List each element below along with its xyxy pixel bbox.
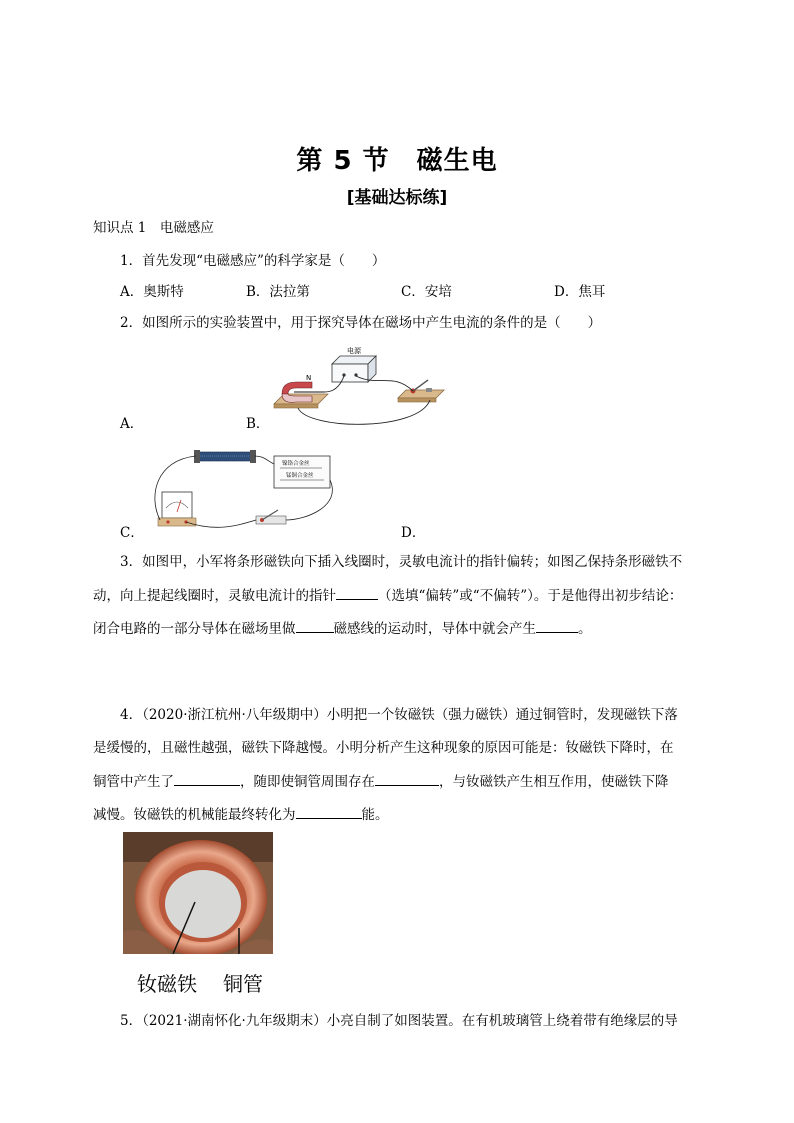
q4-line-3a: 铜管中产生了	[93, 774, 174, 790]
q4-line-3	[93, 771, 669, 792]
q4-blank-1[interactable]	[174, 771, 240, 786]
q3-blank-3[interactable]	[536, 618, 578, 633]
magnet-disc-icon	[165, 870, 241, 938]
galvanometer-icon	[158, 492, 196, 526]
q1-option-c: C．安培	[401, 284, 452, 300]
q1-option-a: A．奥斯特	[120, 284, 184, 300]
q2-stem: 2．如图所示的实验装置中，用于探究导体在磁场中产生电流的条件的是（ ）	[120, 315, 602, 331]
page-title: 第 5 节 磁生电	[296, 146, 498, 176]
q2-figure-b	[268, 342, 448, 434]
q4-line-3c: ，与钕磁铁产生相互作用，使磁铁下降	[439, 774, 669, 790]
photo-label-magnet: 钕磁铁	[137, 972, 197, 996]
q3-line-3c: 。	[578, 621, 592, 637]
section-label: 知识点 1 电磁感应	[93, 220, 214, 236]
q2-option-c: C．	[120, 525, 144, 541]
q2-figure-c	[146, 446, 338, 534]
q4-line-4b: 能。	[361, 807, 389, 823]
q3-line-2a: 动，向上提起线圈时，灵敏电流计的指针	[93, 588, 336, 604]
q1-stem: 1．首先发现“电磁感应”的科学家是（ ）	[120, 253, 386, 269]
q2-option-a: A．	[120, 416, 144, 432]
q2-option-d: D．	[401, 525, 426, 541]
q2-option-b: B．	[246, 416, 270, 432]
q3-line-3	[93, 618, 592, 639]
q4-line-1: 4．（2020·浙江杭州·八年级期中）小明把一个钕磁铁（强力磁铁）通过铜管时，发现磁铁下落	[120, 707, 678, 723]
photo-label-pipe: 铜管	[223, 972, 263, 996]
rheostat-icon	[194, 450, 256, 463]
q1-option-d: D．焦耳	[554, 284, 606, 300]
q3-line-3b: 磁感线的运动时，导体中就会产生	[333, 621, 536, 637]
wire-label-2: 锰铜合金丝	[286, 473, 314, 479]
q3-line-2b: （选填“偏转”或“不偏转”）。于是他得出初步结论：	[378, 588, 683, 604]
magnet-n-label: N	[306, 374, 312, 382]
power-label: 电源	[347, 347, 361, 355]
power-supply-icon	[332, 356, 376, 382]
switch-icon	[256, 510, 286, 524]
q3-blank-1[interactable]	[336, 585, 378, 600]
q4-line-3b: ，随即使铜管周围存在	[240, 774, 375, 790]
q3-blank-2[interactable]	[296, 618, 334, 633]
q1-option-b: B．法拉第	[246, 284, 310, 300]
q4-blank-2[interactable]	[375, 771, 439, 786]
q3-line-3a: 闭合电路的一部分导体在磁场里做	[93, 621, 296, 637]
q4-blank-3[interactable]	[296, 804, 362, 819]
page-subtitle: [基础达标练]	[346, 188, 448, 208]
q3-line-2	[93, 585, 682, 606]
q4-line-4a: 减慢。钕磁铁的机械能最终转化为	[93, 807, 296, 823]
q4-line-4	[93, 804, 389, 825]
q4-line-2: 是缓慢的，且磁性越强，磁铁下降越慢。小明分析产生这种现象的原因可能是：钕磁铁下降时，在	[93, 740, 674, 756]
copper-pipe-photo	[123, 832, 273, 954]
wire-label-1: 镍铬合金丝	[282, 461, 310, 467]
q3-line-1: 3．如图甲，小军将条形磁铁向下插入线圈时，灵敏电流计的指针偏转；如图乙保持条形磁铁不	[120, 554, 683, 570]
q5-line-1: 5．（2021·湖南怀化·九年级期末）小亮自制了如图装置。在有机玻璃管上绕着带有绝缘层的导	[120, 1013, 678, 1029]
